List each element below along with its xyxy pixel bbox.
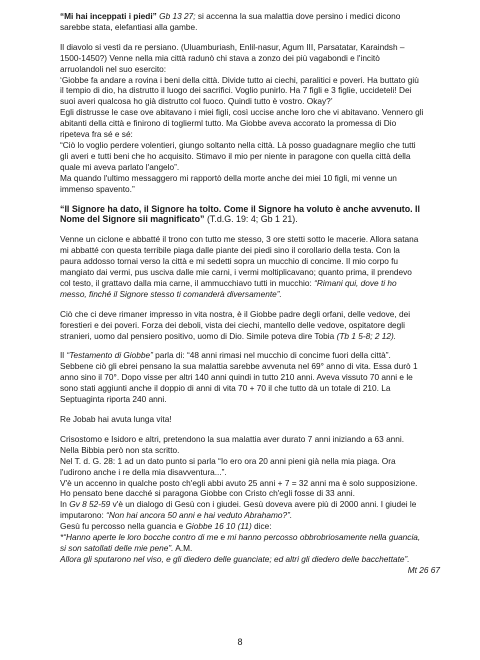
text-line: Venne un ciclone e abbatté il trono con tutto me stesso, 3 ore stetti sotto le macerie. Allora satana	[60, 234, 419, 245]
ref-mt-26: Mt 26 67	[407, 564, 440, 575]
text-line	[60, 510, 440, 521]
text-line: Nel T. d. G. 28: 1 ad un dato punto si parla “Io ero ora 20 anni pieni già nella mia piaga. Ora	[60, 455, 396, 466]
quote-line: Allora gli sputarono nel viso, e gli diedero delle guanciate; ed altri gli diedero delle bacchettate”.	[60, 553, 410, 564]
text-line: arruolandoli nel suo esercito:	[60, 63, 167, 74]
text-line	[60, 499, 440, 510]
text-segment: stranieri, uomo dal pensiero positivo, uomo di Dio. Simile poteva dire Tobia	[60, 330, 337, 341]
text-segment: imputarono:	[60, 510, 107, 521]
heading-line: “Il Signore ha dato, il Signore ha tolto. Come il Signore ha voluto è anche avvenuto. Il	[60, 203, 420, 214]
text-line: ‘Giobbe fa andare a rovina i beni della città. Divide tutto ai ciechi, paralitici e poveri. Ha buttato giù	[60, 74, 419, 85]
text-line	[60, 521, 440, 532]
heading-ref: (T.d.G. 19: 4; Gb 1 21).	[204, 214, 298, 225]
paragraph-cyclone	[60, 234, 440, 299]
ref-gv-8: Gv 8 52-59	[69, 499, 111, 510]
paragraph-feet	[60, 11, 440, 33]
paragraph-devil	[60, 42, 440, 195]
heading-line	[60, 214, 440, 225]
text-line: quale mi aveva parlato l'angelo”.	[60, 161, 180, 172]
text-line: Nella Bibbia però non sta scritto.	[60, 444, 180, 455]
text-line: Ciò che ci deve rimaner impresso in vita nostra, è il Giobbe padre degli orfani, delle vedove, dei	[60, 308, 411, 319]
text-line: ripeteva fra sé e sé:	[60, 129, 133, 140]
text-segment: Il	[60, 350, 67, 361]
text-line: suoi averi qualcosa ho già distrutto col fuoco. Quindi tutto è vostro. Okay?’	[60, 96, 333, 107]
text-line: l'udirono anche i re della mia disavventura...”.	[60, 466, 227, 477]
text-line	[60, 331, 440, 342]
text-line: immenso spavento.”	[60, 183, 135, 194]
text-line: mangiato dai vermi, pus usciva dalle mie carni, i vermi moltiplicavano; quanto prima, il prendevo	[60, 267, 412, 278]
quote-fifty-years: “Non hai ancora 50 anni e hai veduto Abrahamo?”.	[106, 510, 293, 521]
quote-feet-bold: “Mi hai inceppati i piedi”	[60, 11, 157, 21]
text-line: 1500-1450?) Venne nella mia città radunò chi stava a zonzo dei più vagabondi e l'incitò	[60, 52, 380, 63]
text-line: sono stati aggiunti anche il doppio di anni di vita 70 + 70 il che tutto dà un totale di 210. La	[60, 383, 391, 394]
signature-am: A.M.	[173, 542, 193, 553]
text-line: V'è un accenno in qualche posto ch'egli abbi avuto 25 anni + 7 = 32 anni ma è solo supposizione.	[60, 477, 418, 488]
paragraph-testament	[60, 350, 440, 405]
text-line: abitanti della città e finirono di toglierml tutto. Ma Giobbe aveva accorato la promessa di Dio	[60, 118, 397, 129]
text-line: paura addosso tornai verso la città e mi sedetti sopra un mucchio di concime. Il mio corpo fu	[60, 256, 399, 267]
text-segment: parla di: “48 anni rimasi nel mucchio di concime fuori della città”.	[152, 350, 391, 361]
paragraph-father-orphans	[60, 309, 440, 342]
ref-tobia: (Tb 1 5-8; 2 12).	[336, 330, 397, 341]
text-line: Septuaginta riporta 240 anni.	[60, 394, 167, 405]
heading-bold-part: Nome del Signore sii magnificato”	[60, 214, 205, 225]
text-line: Ma quando l'ultimo messaggero mi rapportò della morte anche dei miei 10 figli, mi venne un	[60, 172, 397, 183]
text-line: Ho pensato bene dacché si paragona Giobbe con Cristo ch'egli fosse di 33 anni.	[60, 488, 355, 499]
text-segment: col testo, il grattavo dalla mia carne, il ammucchiavo tutti in mucchio:	[60, 277, 315, 288]
text-segment: Gesù fu percosso nella guancia e	[60, 521, 186, 532]
text-line: Sebbene ciò gli ebrei pensano la sua malattia sarebbe avvenuta nel 69° anno di vita. Essa durò 1	[60, 361, 418, 372]
section-heading	[60, 204, 440, 226]
ref-giobbe-16: Giobbe 16 10 (11)	[185, 521, 252, 532]
text-line: Egli distrusse le case ove abitavano i miei figli, così uccise anche loro che vi abitavano. Vennero gli	[60, 107, 424, 118]
text-line: il tempio di dio, ha distrutto il luogo dei sacrifici. Voglio punirlo. Ha 7 figli e 3 figlie, uccideteli! Dei	[60, 85, 412, 96]
text-line: gli averi e tutti beni che ho acquisito. Stimavo il mio per niente in paragone con quella città della	[60, 150, 411, 161]
text-line: Il diavolo si vestì da re persiano. (Uluamburiash, Enlil-nasur, Agum III, Parsatatar, Karaindsh –	[60, 41, 405, 52]
text-line: Re Jobab hai avuta lunga vita!	[60, 414, 172, 424]
text-line: sarebbe stata, elefantiasi alla gambe.	[60, 21, 198, 32]
text-line: “Ciò lo voglio perdere volentieri, giungo soltanto nella città. Là posso guadagnare meglio che tutti	[60, 139, 416, 150]
text-line: “Mi hai inceppati i piedi” Gb 13 27; si accenna la sua malattia dove persino i medici dicono	[60, 11, 401, 21]
page-number: 8	[237, 637, 243, 647]
text-line: mi abbatté con questa terribile piaga dalle piante dei piedi sino il corollario della testa. Con la	[60, 245, 400, 256]
quote-remain: “Rimani qui, dove ti ho	[314, 277, 397, 288]
quote-line: *“Hanno aperte le loro bocche contro di me e mi hanno percosso obbrobriosamente nella guancia,	[60, 532, 421, 543]
text-line: forestieri e dei poveri. Forza dei deboli, vista dei ciechi, mantello delle vedove, ospitatore degli	[60, 319, 405, 330]
paragraph-jobab	[60, 414, 440, 425]
text-line: Crisostomo e Isidoro e altri, pretendono la sua malattia aver durato 7 anni iniziando a 63 anni.	[60, 433, 405, 444]
text-line	[60, 350, 440, 361]
quote-remain-cont: messo, finché il Signore stesso ti comanderà diversamente”.	[60, 288, 282, 299]
ref-gb-13: Gb 13 27;	[159, 11, 196, 21]
text-segment: In	[60, 499, 70, 510]
paragraph-chrysostom	[60, 434, 440, 576]
text-segment: v'è un dialogo di Gesù con i giudei. Gesù doveva avere più di 2000 anni. I giudei le	[110, 499, 417, 510]
testament-title: “Testamento di Giobbe”	[66, 350, 153, 361]
text-line	[60, 278, 440, 289]
quote-segment: si son satollati delle mie pene”.	[60, 542, 174, 553]
text-segment: dice:	[251, 521, 272, 532]
text-line: anno sino il 70°. Dopo visse per altri 140 anni quindi in tutto 210 anni. Aveva vissuto 70 anni e le	[60, 372, 413, 383]
quote-line	[60, 543, 440, 554]
